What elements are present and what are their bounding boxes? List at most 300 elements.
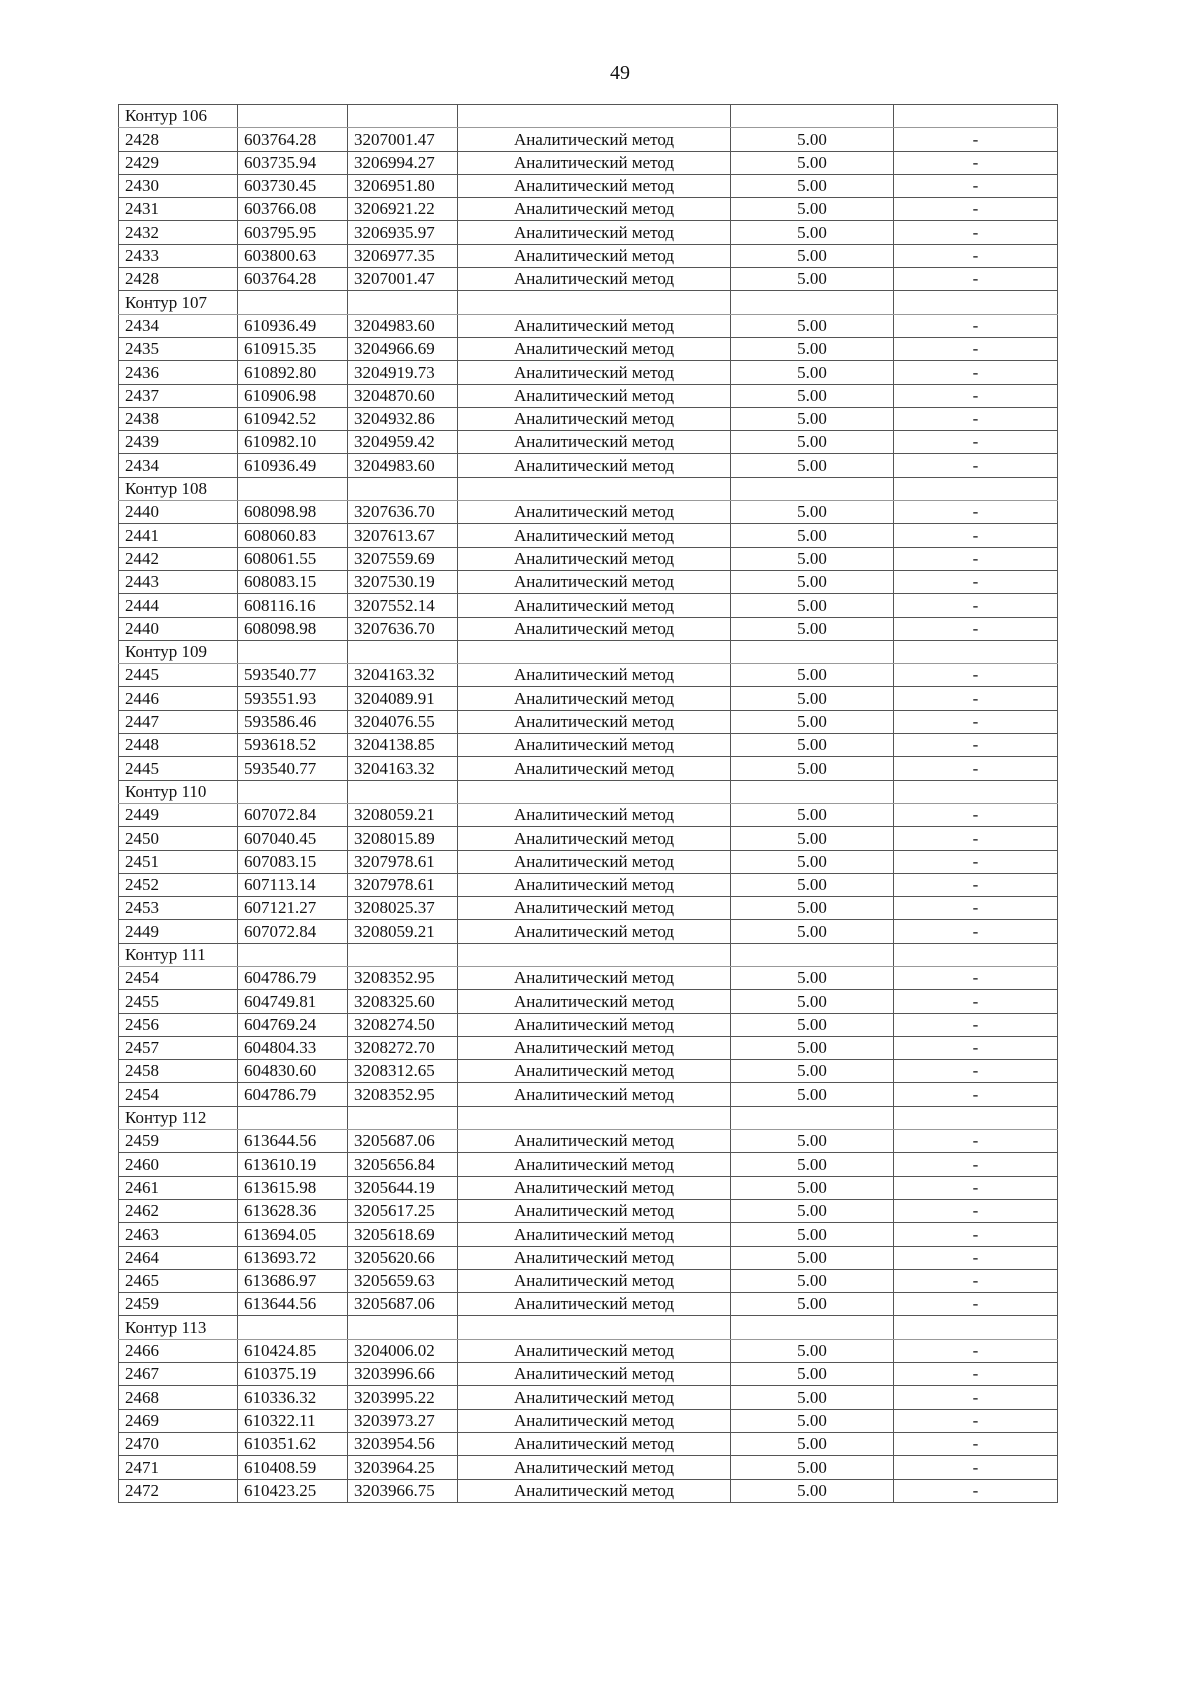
point-number-cell: 2466 <box>119 1339 238 1362</box>
y-coordinate-cell: 3205617.25 <box>348 1199 458 1222</box>
method-cell: Аналитический метод <box>458 803 731 826</box>
description-cell: - <box>894 384 1058 407</box>
accuracy-cell: 5.00 <box>731 1386 894 1409</box>
method-cell: Аналитический метод <box>458 1432 731 1455</box>
table-row <box>119 1479 1058 1502</box>
table-row <box>119 1386 1058 1409</box>
point-number-cell: 2431 <box>119 198 238 221</box>
method-cell: Аналитический метод <box>458 1223 731 1246</box>
accuracy-cell: 5.00 <box>731 1246 894 1269</box>
accuracy-cell: 5.00 <box>731 1363 894 1386</box>
table-row <box>119 1293 1058 1316</box>
description-cell: - <box>894 524 1058 547</box>
point-number-cell: 2436 <box>119 361 238 384</box>
accuracy-cell: 5.00 <box>731 757 894 780</box>
y-coordinate-cell: 3208059.21 <box>348 920 458 943</box>
description-cell: - <box>894 1199 1058 1222</box>
accuracy-cell: 5.00 <box>731 128 894 151</box>
method-cell: Аналитический метод <box>458 990 731 1013</box>
table-row <box>119 174 1058 197</box>
accuracy-cell: 5.00 <box>731 1060 894 1083</box>
point-number-cell: 2452 <box>119 873 238 896</box>
x-coordinate-cell: 613628.36 <box>238 1199 348 1222</box>
point-number-cell: 2432 <box>119 221 238 244</box>
accuracy-cell: 5.00 <box>731 174 894 197</box>
y-coordinate-cell: 3207978.61 <box>348 873 458 896</box>
accuracy-cell: 5.00 <box>731 337 894 360</box>
x-coordinate-cell: 613610.19 <box>238 1153 348 1176</box>
x-coordinate-cell: 613693.72 <box>238 1246 348 1269</box>
y-coordinate-cell: 3204983.60 <box>348 454 458 477</box>
x-coordinate-cell: 604769.24 <box>238 1013 348 1036</box>
point-number-cell: 2457 <box>119 1036 238 1059</box>
point-number-cell: 2461 <box>119 1176 238 1199</box>
description-cell: - <box>894 966 1058 989</box>
x-coordinate-cell: 593551.93 <box>238 687 348 710</box>
y-coordinate-cell: 3204163.32 <box>348 664 458 687</box>
x-coordinate-cell: 608061.55 <box>238 547 348 570</box>
point-number-cell: 2471 <box>119 1456 238 1479</box>
method-cell: Аналитический метод <box>458 128 731 151</box>
point-number-cell: 2429 <box>119 151 238 174</box>
y-coordinate-cell: 3207636.70 <box>348 501 458 524</box>
y-coordinate-cell: 3208352.95 <box>348 966 458 989</box>
y-coordinate-cell: 3207636.70 <box>348 617 458 640</box>
method-cell: Аналитический метод <box>458 1363 731 1386</box>
table-row <box>119 1060 1058 1083</box>
description-cell: - <box>894 757 1058 780</box>
x-coordinate-cell: 613686.97 <box>238 1269 348 1292</box>
point-number-cell: 2428 <box>119 128 238 151</box>
description-cell: - <box>894 1479 1058 1502</box>
empty-cell <box>348 477 458 500</box>
table-row <box>119 1456 1058 1479</box>
accuracy-cell: 5.00 <box>731 1456 894 1479</box>
point-number-cell: 2453 <box>119 897 238 920</box>
point-number-cell: 2439 <box>119 431 238 454</box>
y-coordinate-cell: 3205687.06 <box>348 1293 458 1316</box>
description-cell: - <box>894 151 1058 174</box>
accuracy-cell: 5.00 <box>731 268 894 291</box>
table-row <box>119 664 1058 687</box>
empty-cell <box>458 640 731 663</box>
accuracy-cell: 5.00 <box>731 570 894 593</box>
point-number-cell: 2434 <box>119 314 238 337</box>
y-coordinate-cell: 3205659.63 <box>348 1269 458 1292</box>
empty-cell <box>894 780 1058 803</box>
x-coordinate-cell: 610915.35 <box>238 337 348 360</box>
empty-cell <box>894 105 1058 128</box>
table-row <box>119 1246 1058 1269</box>
accuracy-cell: 5.00 <box>731 244 894 267</box>
accuracy-cell: 5.00 <box>731 1176 894 1199</box>
empty-cell <box>458 943 731 966</box>
y-coordinate-cell: 3203973.27 <box>348 1409 458 1432</box>
description-cell: - <box>894 570 1058 593</box>
method-cell: Аналитический метод <box>458 1246 731 1269</box>
accuracy-cell: 5.00 <box>731 454 894 477</box>
table-row <box>119 361 1058 384</box>
table-row <box>119 244 1058 267</box>
accuracy-cell: 5.00 <box>731 594 894 617</box>
empty-cell <box>238 780 348 803</box>
method-cell: Аналитический метод <box>458 501 731 524</box>
point-number-cell: 2443 <box>119 570 238 593</box>
y-coordinate-cell: 3204076.55 <box>348 710 458 733</box>
contour-header-row <box>119 640 1058 663</box>
x-coordinate-cell: 610375.19 <box>238 1363 348 1386</box>
accuracy-cell: 5.00 <box>731 524 894 547</box>
description-cell: - <box>894 664 1058 687</box>
method-cell: Аналитический метод <box>458 1409 731 1432</box>
description-cell: - <box>894 314 1058 337</box>
accuracy-cell: 5.00 <box>731 920 894 943</box>
accuracy-cell: 5.00 <box>731 1130 894 1153</box>
description-cell: - <box>894 617 1058 640</box>
description-cell: - <box>894 734 1058 757</box>
method-cell: Аналитический метод <box>458 314 731 337</box>
empty-cell <box>731 640 894 663</box>
contour-header-row <box>119 477 1058 500</box>
x-coordinate-cell: 608060.83 <box>238 524 348 547</box>
empty-cell <box>731 1316 894 1339</box>
x-coordinate-cell: 610936.49 <box>238 454 348 477</box>
method-cell: Аналитический метод <box>458 454 731 477</box>
point-number-cell: 2428 <box>119 268 238 291</box>
accuracy-cell: 5.00 <box>731 827 894 850</box>
table-row <box>119 1269 1058 1292</box>
method-cell: Аналитический метод <box>458 268 731 291</box>
x-coordinate-cell: 593540.77 <box>238 664 348 687</box>
point-number-cell: 2448 <box>119 734 238 757</box>
table-row <box>119 431 1058 454</box>
table-row <box>119 314 1058 337</box>
accuracy-cell: 5.00 <box>731 1036 894 1059</box>
table-row <box>119 128 1058 151</box>
point-number-cell: 2451 <box>119 850 238 873</box>
x-coordinate-cell: 603730.45 <box>238 174 348 197</box>
x-coordinate-cell: 610336.32 <box>238 1386 348 1409</box>
description-cell: - <box>894 850 1058 873</box>
contour-title: Контур 107 <box>119 291 238 314</box>
point-number-cell: 2458 <box>119 1060 238 1083</box>
y-coordinate-cell: 3205644.19 <box>348 1176 458 1199</box>
accuracy-cell: 5.00 <box>731 407 894 430</box>
point-number-cell: 2442 <box>119 547 238 570</box>
x-coordinate-cell: 603766.08 <box>238 198 348 221</box>
point-number-cell: 2434 <box>119 454 238 477</box>
y-coordinate-cell: 3204163.32 <box>348 757 458 780</box>
table-row <box>119 1432 1058 1455</box>
y-coordinate-cell: 3205620.66 <box>348 1246 458 1269</box>
y-coordinate-cell: 3207552.14 <box>348 594 458 617</box>
y-coordinate-cell: 3203966.75 <box>348 1479 458 1502</box>
table-row <box>119 617 1058 640</box>
contour-header-row <box>119 1316 1058 1339</box>
table-row <box>119 990 1058 1013</box>
empty-cell <box>348 943 458 966</box>
description-cell: - <box>894 337 1058 360</box>
x-coordinate-cell: 607072.84 <box>238 803 348 826</box>
empty-cell <box>348 640 458 663</box>
point-number-cell: 2455 <box>119 990 238 1013</box>
method-cell: Аналитический метод <box>458 570 731 593</box>
coordinates-table <box>118 104 1058 1503</box>
x-coordinate-cell: 610892.80 <box>238 361 348 384</box>
point-number-cell: 2446 <box>119 687 238 710</box>
table-row <box>119 1013 1058 1036</box>
x-coordinate-cell: 610424.85 <box>238 1339 348 1362</box>
empty-cell <box>458 780 731 803</box>
description-cell: - <box>894 687 1058 710</box>
accuracy-cell: 5.00 <box>731 1293 894 1316</box>
point-number-cell: 2468 <box>119 1386 238 1409</box>
x-coordinate-cell: 607083.15 <box>238 850 348 873</box>
description-cell: - <box>894 1386 1058 1409</box>
description-cell: - <box>894 1269 1058 1292</box>
point-number-cell: 2433 <box>119 244 238 267</box>
table-row <box>119 570 1058 593</box>
table-row <box>119 850 1058 873</box>
description-cell: - <box>894 361 1058 384</box>
x-coordinate-cell: 593586.46 <box>238 710 348 733</box>
empty-cell <box>348 1316 458 1339</box>
y-coordinate-cell: 3204932.86 <box>348 407 458 430</box>
empty-cell <box>458 291 731 314</box>
table-row <box>119 407 1058 430</box>
empty-cell <box>238 477 348 500</box>
y-coordinate-cell: 3204006.02 <box>348 1339 458 1362</box>
method-cell: Аналитический метод <box>458 151 731 174</box>
method-cell: Аналитический метод <box>458 687 731 710</box>
contour-header-row <box>119 780 1058 803</box>
method-cell: Аналитический метод <box>458 1199 731 1222</box>
accuracy-cell: 5.00 <box>731 1269 894 1292</box>
contour-title: Контур 113 <box>119 1316 238 1339</box>
method-cell: Аналитический метод <box>458 966 731 989</box>
contour-title: Контур 109 <box>119 640 238 663</box>
description-cell: - <box>894 594 1058 617</box>
point-number-cell: 2470 <box>119 1432 238 1455</box>
method-cell: Аналитический метод <box>458 1456 731 1479</box>
y-coordinate-cell: 3207001.47 <box>348 128 458 151</box>
method-cell: Аналитический метод <box>458 850 731 873</box>
empty-cell <box>894 477 1058 500</box>
accuracy-cell: 5.00 <box>731 617 894 640</box>
empty-cell <box>458 105 731 128</box>
empty-cell <box>894 1106 1058 1129</box>
description-cell: - <box>894 501 1058 524</box>
description-cell: - <box>894 827 1058 850</box>
accuracy-cell: 5.00 <box>731 151 894 174</box>
point-number-cell: 2438 <box>119 407 238 430</box>
accuracy-cell: 5.00 <box>731 361 894 384</box>
accuracy-cell: 5.00 <box>731 384 894 407</box>
table-row <box>119 1339 1058 1362</box>
description-cell: - <box>894 1153 1058 1176</box>
y-coordinate-cell: 3206935.97 <box>348 221 458 244</box>
x-coordinate-cell: 608116.16 <box>238 594 348 617</box>
table-row <box>119 337 1058 360</box>
contour-title: Контур 110 <box>119 780 238 803</box>
x-coordinate-cell: 603735.94 <box>238 151 348 174</box>
table-row <box>119 1036 1058 1059</box>
x-coordinate-cell: 603795.95 <box>238 221 348 244</box>
table-row <box>119 873 1058 896</box>
contour-header-row <box>119 105 1058 128</box>
description-cell: - <box>894 1456 1058 1479</box>
method-cell: Аналитический метод <box>458 1176 731 1199</box>
method-cell: Аналитический метод <box>458 873 731 896</box>
table-row <box>119 1409 1058 1432</box>
method-cell: Аналитический метод <box>458 198 731 221</box>
description-cell: - <box>894 244 1058 267</box>
y-coordinate-cell: 3203995.22 <box>348 1386 458 1409</box>
empty-cell <box>894 640 1058 663</box>
y-coordinate-cell: 3206951.80 <box>348 174 458 197</box>
table-row <box>119 803 1058 826</box>
x-coordinate-cell: 604786.79 <box>238 1083 348 1106</box>
x-coordinate-cell: 610423.25 <box>238 1479 348 1502</box>
method-cell: Аналитический метод <box>458 1130 731 1153</box>
description-cell: - <box>894 1036 1058 1059</box>
table-row <box>119 384 1058 407</box>
x-coordinate-cell: 603800.63 <box>238 244 348 267</box>
method-cell: Аналитический метод <box>458 617 731 640</box>
method-cell: Аналитический метод <box>458 920 731 943</box>
description-cell: - <box>894 547 1058 570</box>
empty-cell <box>348 1106 458 1129</box>
table-row <box>119 524 1058 547</box>
point-number-cell: 2454 <box>119 966 238 989</box>
accuracy-cell: 5.00 <box>731 734 894 757</box>
method-cell: Аналитический метод <box>458 407 731 430</box>
point-number-cell: 2463 <box>119 1223 238 1246</box>
x-coordinate-cell: 608098.98 <box>238 617 348 640</box>
description-cell: - <box>894 407 1058 430</box>
y-coordinate-cell: 3208025.37 <box>348 897 458 920</box>
method-cell: Аналитический метод <box>458 1153 731 1176</box>
point-number-cell: 2467 <box>119 1363 238 1386</box>
x-coordinate-cell: 593540.77 <box>238 757 348 780</box>
point-number-cell: 2454 <box>119 1083 238 1106</box>
accuracy-cell: 5.00 <box>731 1013 894 1036</box>
point-number-cell: 2462 <box>119 1199 238 1222</box>
point-number-cell: 2447 <box>119 710 238 733</box>
point-number-cell: 2444 <box>119 594 238 617</box>
accuracy-cell: 5.00 <box>731 314 894 337</box>
accuracy-cell: 5.00 <box>731 803 894 826</box>
y-coordinate-cell: 3204966.69 <box>348 337 458 360</box>
point-number-cell: 2440 <box>119 617 238 640</box>
method-cell: Аналитический метод <box>458 734 731 757</box>
accuracy-cell: 5.00 <box>731 710 894 733</box>
table-row <box>119 734 1058 757</box>
empty-cell <box>731 780 894 803</box>
method-cell: Аналитический метод <box>458 1479 731 1502</box>
method-cell: Аналитический метод <box>458 174 731 197</box>
empty-cell <box>458 1106 731 1129</box>
table-row <box>119 1199 1058 1222</box>
table-row <box>119 221 1058 244</box>
contour-title: Контур 108 <box>119 477 238 500</box>
x-coordinate-cell: 607113.14 <box>238 873 348 896</box>
empty-cell <box>238 105 348 128</box>
description-cell: - <box>894 897 1058 920</box>
description-cell: - <box>894 803 1058 826</box>
description-cell: - <box>894 1409 1058 1432</box>
x-coordinate-cell: 604804.33 <box>238 1036 348 1059</box>
empty-cell <box>348 291 458 314</box>
method-cell: Аналитический метод <box>458 361 731 384</box>
method-cell: Аналитический метод <box>458 1293 731 1316</box>
method-cell: Аналитический метод <box>458 710 731 733</box>
y-coordinate-cell: 3208352.95 <box>348 1083 458 1106</box>
accuracy-cell: 5.00 <box>731 198 894 221</box>
table-row <box>119 1363 1058 1386</box>
table-row <box>119 920 1058 943</box>
accuracy-cell: 5.00 <box>731 687 894 710</box>
x-coordinate-cell: 604830.60 <box>238 1060 348 1083</box>
contour-title: Контур 106 <box>119 105 238 128</box>
y-coordinate-cell: 3204919.73 <box>348 361 458 384</box>
empty-cell <box>238 1316 348 1339</box>
point-number-cell: 2435 <box>119 337 238 360</box>
method-cell: Аналитический метод <box>458 1339 731 1362</box>
empty-cell <box>731 291 894 314</box>
point-number-cell: 2456 <box>119 1013 238 1036</box>
x-coordinate-cell: 608083.15 <box>238 570 348 593</box>
table-row <box>119 1130 1058 1153</box>
point-number-cell: 2469 <box>119 1409 238 1432</box>
accuracy-cell: 5.00 <box>731 850 894 873</box>
y-coordinate-cell: 3208274.50 <box>348 1013 458 1036</box>
y-coordinate-cell: 3204089.91 <box>348 687 458 710</box>
description-cell: - <box>894 431 1058 454</box>
x-coordinate-cell: 607072.84 <box>238 920 348 943</box>
accuracy-cell: 5.00 <box>731 1153 894 1176</box>
y-coordinate-cell: 3204983.60 <box>348 314 458 337</box>
contour-header-row <box>119 291 1058 314</box>
method-cell: Аналитический метод <box>458 897 731 920</box>
table-row <box>119 454 1058 477</box>
point-number-cell: 2430 <box>119 174 238 197</box>
empty-cell <box>731 477 894 500</box>
empty-cell <box>894 1316 1058 1339</box>
y-coordinate-cell: 3206977.35 <box>348 244 458 267</box>
y-coordinate-cell: 3206921.22 <box>348 198 458 221</box>
empty-cell <box>458 1316 731 1339</box>
y-coordinate-cell: 3205656.84 <box>348 1153 458 1176</box>
description-cell: - <box>894 454 1058 477</box>
y-coordinate-cell: 3207530.19 <box>348 570 458 593</box>
empty-cell <box>238 291 348 314</box>
y-coordinate-cell: 3206994.27 <box>348 151 458 174</box>
table-row <box>119 1153 1058 1176</box>
description-cell: - <box>894 1246 1058 1269</box>
description-cell: - <box>894 1339 1058 1362</box>
accuracy-cell: 5.00 <box>731 1083 894 1106</box>
y-coordinate-cell: 3208015.89 <box>348 827 458 850</box>
method-cell: Аналитический метод <box>458 1083 731 1106</box>
point-number-cell: 2440 <box>119 501 238 524</box>
x-coordinate-cell: 610322.11 <box>238 1409 348 1432</box>
y-coordinate-cell: 3208325.60 <box>348 990 458 1013</box>
method-cell: Аналитический метод <box>458 524 731 547</box>
x-coordinate-cell: 607121.27 <box>238 897 348 920</box>
accuracy-cell: 5.00 <box>731 664 894 687</box>
description-cell: - <box>894 128 1058 151</box>
